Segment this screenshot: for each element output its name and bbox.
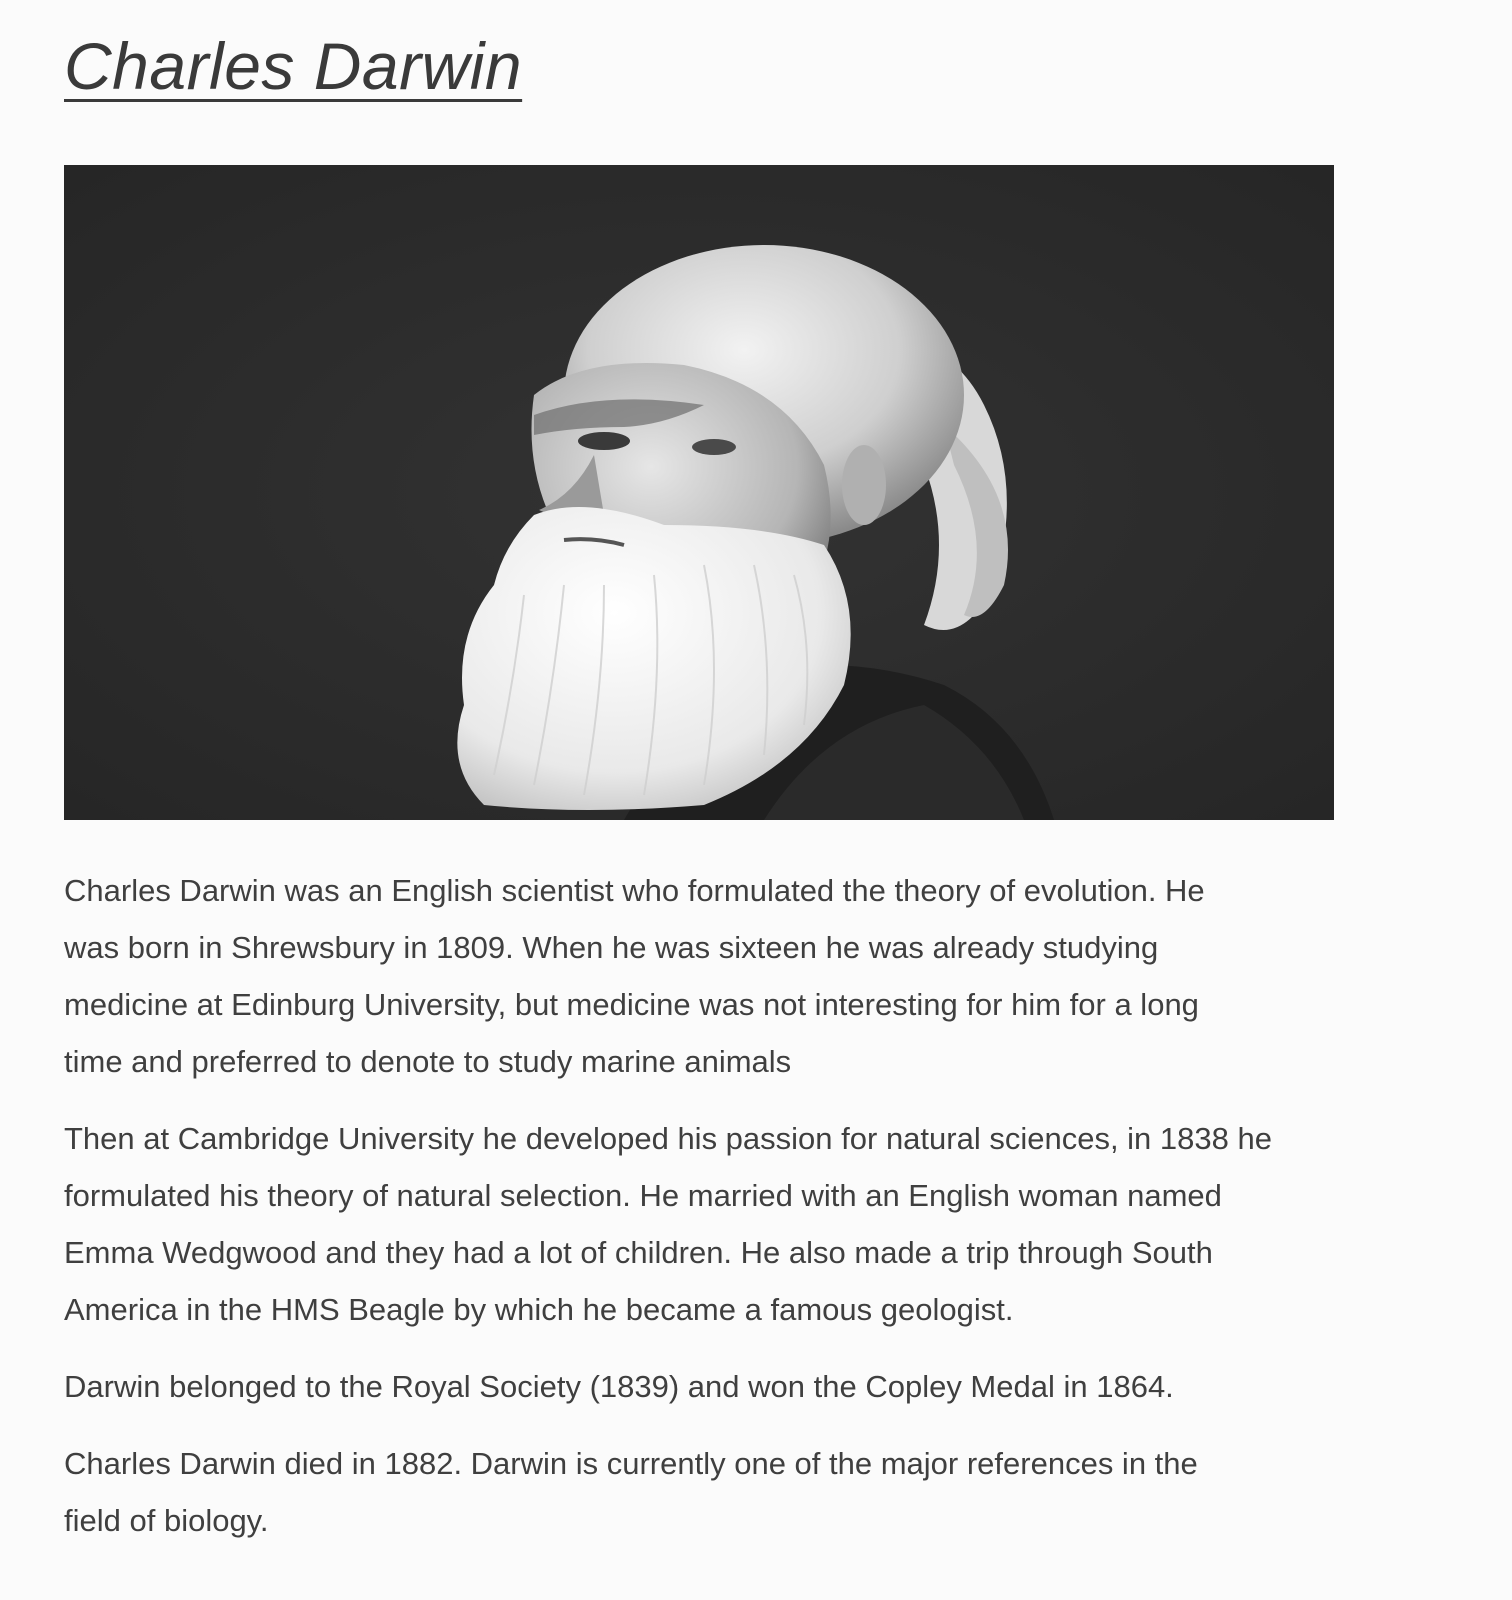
text-line: Charles Darwin died in 1882. Darwin is currently one of the major references in the <box>64 1446 1198 1481</box>
text-line: America in the HMS Beagle by which he became a famous geologist. <box>64 1292 1014 1327</box>
paragraph-cambridge <box>64 1110 1504 1338</box>
text-line: Then at Cambridge University he developed his passion for natural sciences, in 1838 he <box>64 1121 1272 1156</box>
paragraph-early-life <box>64 862 1504 1090</box>
page-title: Charles Darwin <box>64 29 523 103</box>
text-line: field of biology. <box>64 1503 269 1538</box>
text-line: was born in Shrewsbury in 1809. When he was sixteen he was already studying <box>64 930 1159 965</box>
text-line: time and preferred to denote to study marine animals <box>64 1044 792 1079</box>
text-line: Darwin belonged to the Royal Society (1839) and won the Copley Medal in 1864. <box>64 1369 1174 1404</box>
portrait-photo <box>64 165 1334 820</box>
text-line: Emma Wedgwood and they had a lot of children. He also made a trip through South <box>64 1235 1213 1270</box>
document-body <box>64 862 1504 1569</box>
paragraph-royal-society <box>64 1358 1504 1415</box>
portrait-illustration <box>64 165 1334 820</box>
text-line: formulated his theory of natural selection. He married with an English woman named <box>64 1178 1222 1213</box>
text-line: medicine at Edinburg University, but medicine was not interesting for him for a long <box>64 987 1199 1022</box>
paragraph-death <box>64 1435 1504 1549</box>
text-line: Charles Darwin was an English scientist who formulated the theory of evolution. He <box>64 873 1205 908</box>
